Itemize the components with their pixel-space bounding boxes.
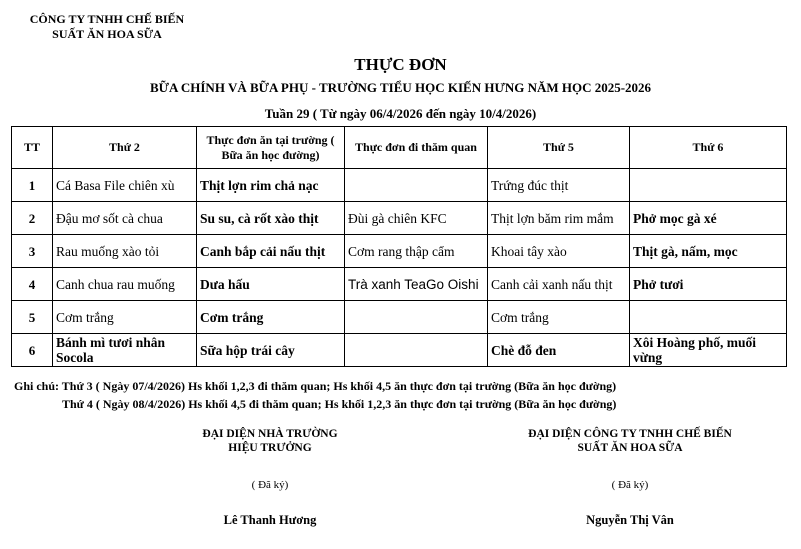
header-field-trip-menu: Thực đơn đi thăm quan — [345, 127, 488, 169]
cell-field-trip-menu — [345, 334, 488, 367]
company-representative-title: ĐẠI DIỆN CÔNG TY TNHH CHẾ BIẾN — [528, 428, 732, 440]
table-row — [12, 334, 787, 367]
principal-title: HIỆU TRƯỞNG — [228, 442, 312, 454]
cell-friday — [630, 169, 787, 202]
cell-monday: Cơm trắng — [53, 301, 197, 334]
cell-monday: Bánh mì tươi nhân Socola — [53, 334, 197, 367]
table-row — [12, 202, 787, 235]
row-number: 5 — [12, 301, 53, 334]
cell-thursday: Canh cải xanh nấu thịt — [488, 268, 630, 301]
row-number: 3 — [12, 235, 53, 268]
cell-thursday: Chè đỗ đen — [488, 334, 630, 367]
company-name-line2: SUẤT ĂN HOA SỮA — [52, 27, 162, 41]
row-number: 6 — [12, 334, 53, 367]
cell-friday: Phở tươi — [630, 268, 787, 301]
table-row — [12, 235, 787, 268]
cell-thursday: Trứng đúc thịt — [488, 169, 630, 202]
header-tt: TT — [12, 127, 53, 169]
cell-friday: Thịt gà, nấm, mọc — [630, 235, 787, 268]
cell-field-trip-menu: Trà xanh TeaGo Oishi — [345, 268, 488, 301]
company-signed-mark: ( Đã ký) — [611, 479, 649, 491]
cell-school-menu: Canh bắp cải nấu thịt — [197, 235, 345, 268]
header-school-menu: Thực đơn ăn tại trường ( Bữa ăn học đường) — [197, 127, 345, 169]
table-header-row — [12, 127, 787, 169]
header-monday: Thứ 2 — [53, 127, 197, 169]
table-row — [12, 169, 787, 202]
note-line-1: Ghi chú: Thứ 3 ( Ngày 07/4/2026) Hs khối 1,2,3 đi thăm quan; Hs khối 4,5 ăn thực đơn tại trường (Bữa ăn học đường) — [14, 379, 617, 393]
school-signed-mark: ( Đã ký) — [251, 479, 289, 491]
cell-monday: Canh chua rau muống — [53, 268, 197, 301]
header-thursday: Thứ 5 — [488, 127, 630, 169]
school-representative-title: ĐẠI DIỆN NHÀ TRƯỜNG — [202, 428, 338, 440]
principal-name: Lê Thanh Hương — [223, 513, 317, 527]
row-number: 2 — [12, 202, 53, 235]
cell-field-trip-menu: Đùi gà chiên KFC — [345, 202, 488, 235]
row-number: 4 — [12, 268, 53, 301]
menu-title: THỰC ĐƠN — [354, 55, 447, 74]
cell-field-trip-menu: Cơm rang thập cẩm — [345, 235, 488, 268]
cell-monday: Đậu mơ sốt cà chua — [53, 202, 197, 235]
table-row — [12, 301, 787, 334]
cell-monday: Cá Basa File chiên xù — [53, 169, 197, 202]
cell-school-menu: Thịt lợn rim chả nạc — [197, 169, 345, 202]
header-friday: Thứ 6 — [630, 127, 787, 169]
cell-field-trip-menu — [345, 301, 488, 334]
cell-school-menu: Sữa hộp trái cây — [197, 334, 345, 367]
week-range: Tuần 29 ( Từ ngày 06/4/2026 đến ngày 10/4/2026) — [264, 106, 537, 121]
company-header — [22, 12, 192, 42]
cell-school-menu: Cơm trắng — [197, 301, 345, 334]
company-representative-name: Nguyễn Thị Vân — [586, 513, 674, 527]
cell-friday — [630, 301, 787, 334]
cell-thursday: Khoai tây xào — [488, 235, 630, 268]
cell-school-menu: Dưa hấu — [197, 268, 345, 301]
menu-table — [11, 126, 787, 367]
note-line-2: Thứ 4 ( Ngày 08/4/2026) Hs khối 4,5 đi thăm quan; Hs khối 1,2,3 ăn thực đơn tại trường (Bữa ăn học đường) — [62, 397, 617, 411]
cell-monday: Rau muống xào tỏi — [53, 235, 197, 268]
menu-subtitle: BỮA CHÍNH VÀ BỮA PHỤ - TRƯỜNG TIỂU HỌC KIẾN HƯNG NĂM HỌC 2025-2026 — [149, 80, 652, 95]
company-representative-subtitle: SUẤT ĂN HOA SỮA — [577, 442, 683, 454]
company-signature-block — [480, 427, 780, 537]
cell-friday: Xôi Hoàng phố, muối vừng — [630, 334, 787, 367]
row-number: 1 — [12, 169, 53, 202]
cell-school-menu: Su su, cà rốt xào thịt — [197, 202, 345, 235]
cell-field-trip-menu — [345, 169, 488, 202]
table-row — [12, 268, 787, 301]
cell-friday: Phở mọc gà xé — [630, 202, 787, 235]
company-name-line1: CÔNG TY TNHH CHẾ BIẾN — [29, 12, 185, 26]
cell-thursday: Cơm trắng — [488, 301, 630, 334]
school-signature-block — [170, 427, 370, 537]
cell-thursday: Thịt lợn băm rim mắm — [488, 202, 630, 235]
